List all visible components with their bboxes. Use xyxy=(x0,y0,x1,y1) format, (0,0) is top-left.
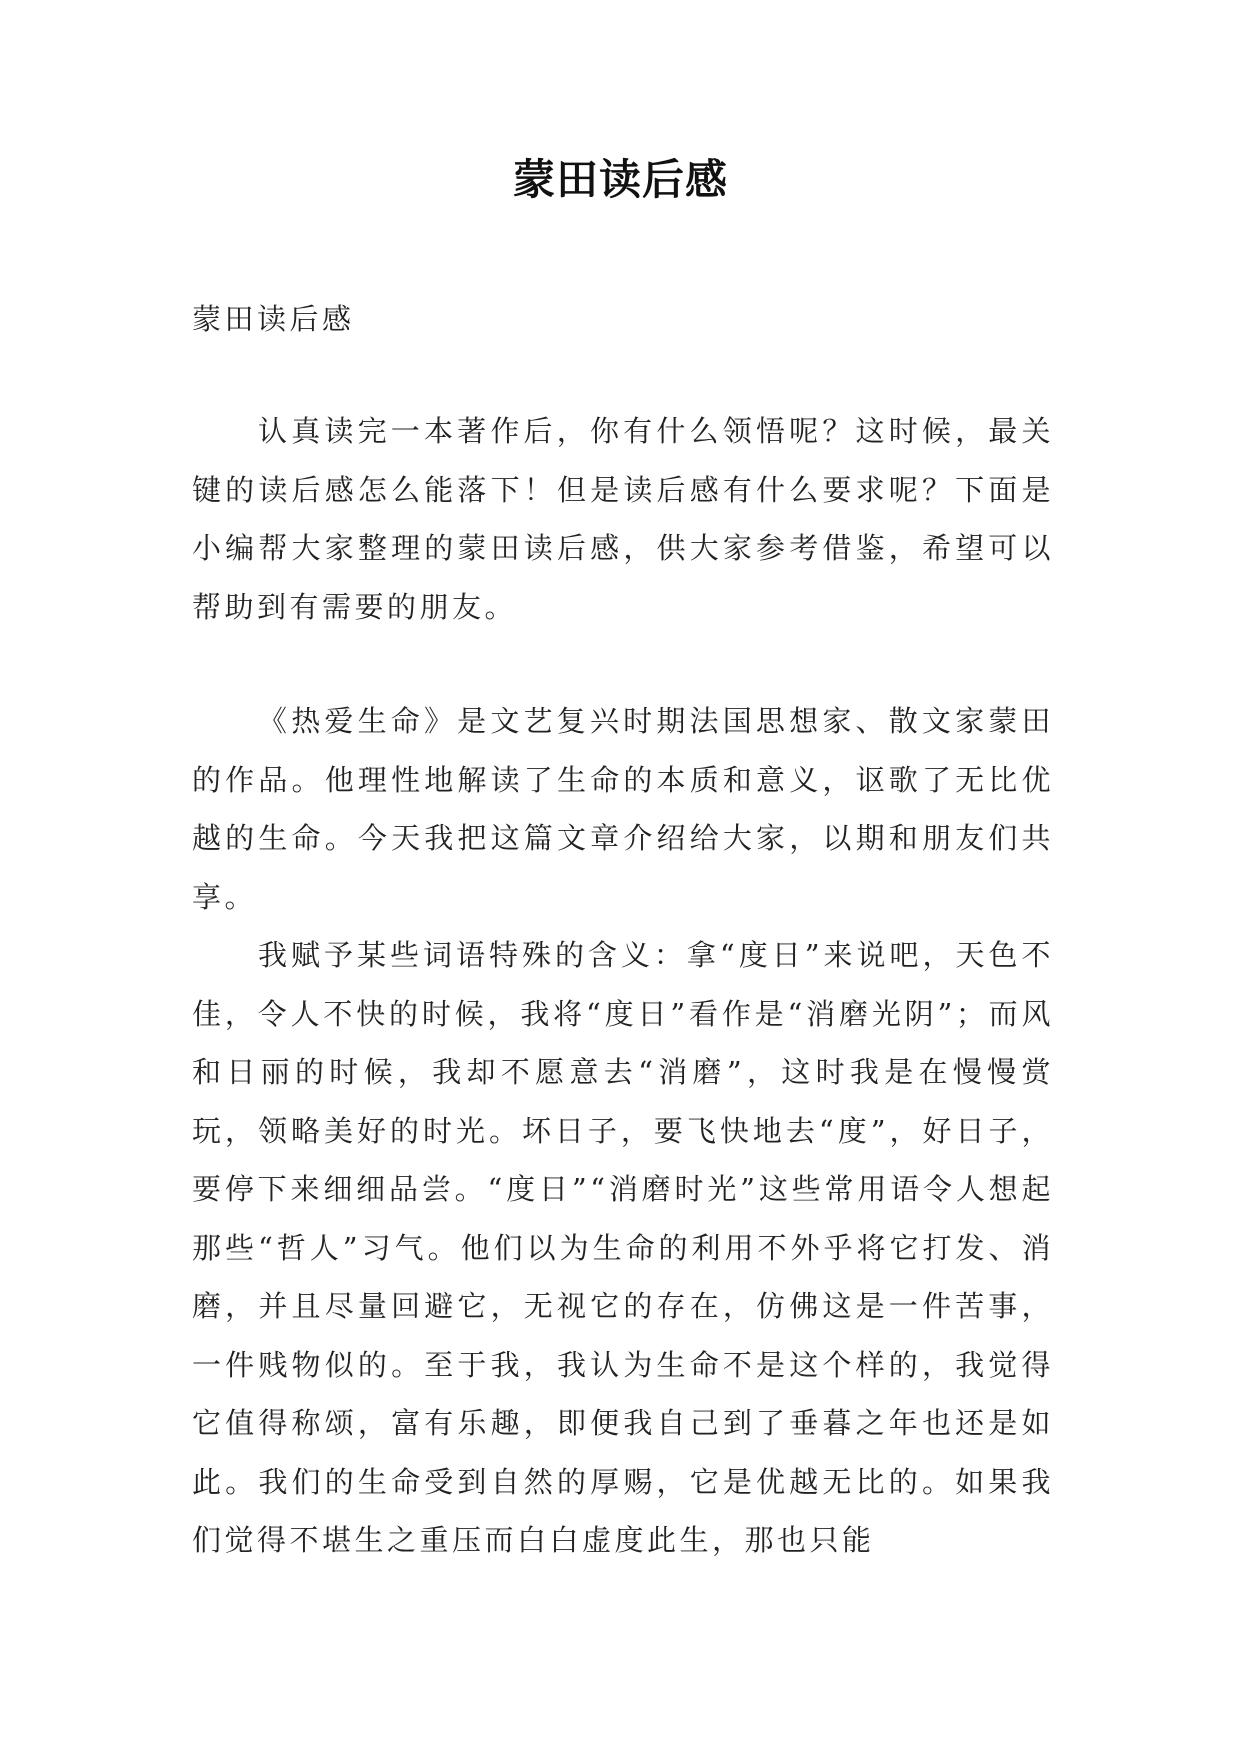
document-subtitle xyxy=(192,290,1054,349)
document-title: 蒙田读后感 xyxy=(512,155,728,204)
subtitle-text: 蒙田读后感 xyxy=(192,302,355,336)
intro-paragraph xyxy=(192,402,1054,636)
article-paragraph-2: 我赋予某些词语特殊的含义：拿“度日”来说吧，天色不佳，令人不快的时候，我将“度日”看作是“消磨光阴”；而风和日丽的时候，我却不愿意去“消磨”，这时我是在慢慢赏玩，领略美好的时光。坏日子，要飞快地去“度”，好日子，要停下来细细品尝。“度日”“消磨时光”这些常用语令人想起那些“哲人”习气。他们以为生命的利用不外乎将它打发、消磨，并且尽量回避它，无视它的存在，仿佛这是一件苦事，一件贱物似的。至于我，我认为生命不是这个样的，我觉得它值得称颂，富有乐趣，即便我自己到了垂暮之年也还是如此。我们的生命受到自然的厚赐，它是优越无比的。如果我们觉得不堪生之重压而白白虚度此生，那也只能 xyxy=(192,938,1054,1557)
article-paragraph-1: 《热爱生命》是文艺复兴时期法国思想家、散文家蒙田的作品。他理性地解读了生命的本质和意义，讴歌了无比优越的生命。今天我把这篇文章介绍给大家，以期和朋友们共享。 xyxy=(192,704,1054,914)
article-body xyxy=(192,692,1054,1570)
intro-text: 认真读完一本著作后，你有什么领悟呢？这时候，最关键的读后感怎么能落下！但是读后感有什么要求呢？下面是小编帮大家整理的蒙田读后感，供大家参考借鉴，希望可以帮助到有需要的朋友。 xyxy=(192,414,1054,624)
